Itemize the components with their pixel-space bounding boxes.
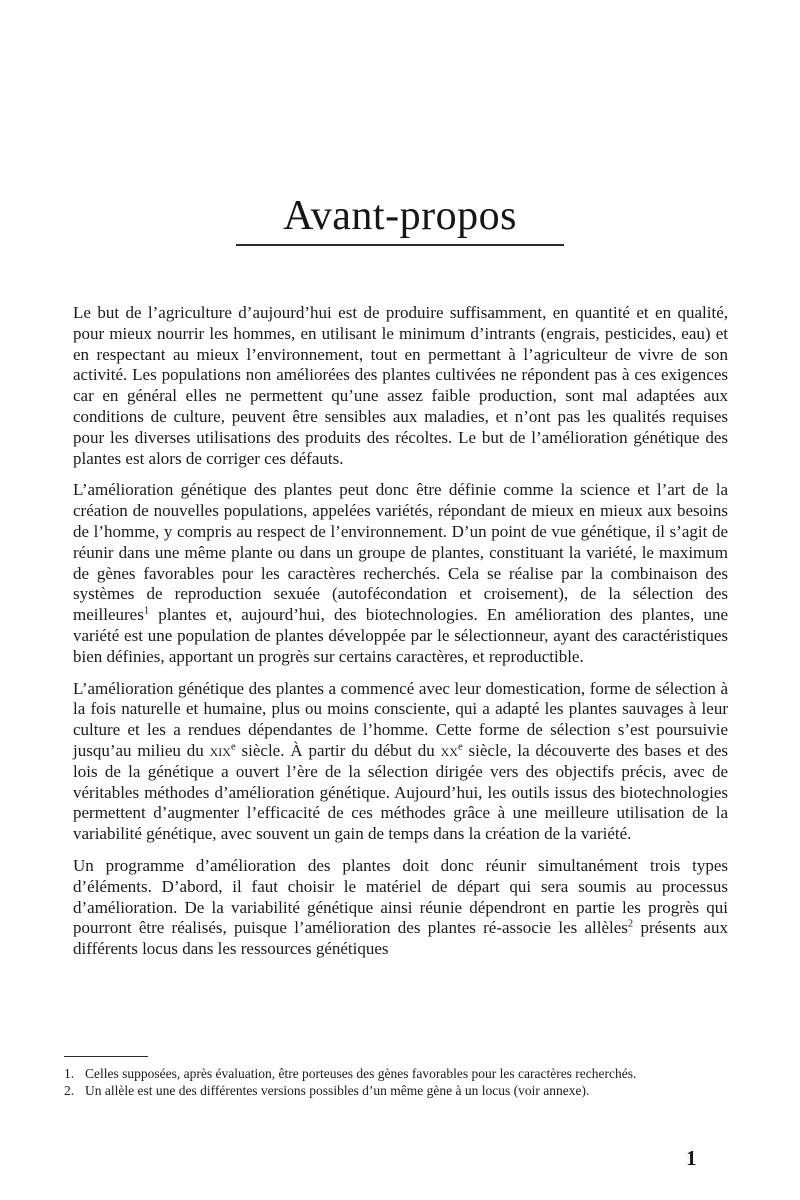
text-segment: Un programme d’amélioration des plantes doit donc réunir simultanément trois types d’éléments. D’abord, il faut choisir le matériel de départ qui sera soumis au processus d’amélioration. De la variabilité génétique ainsi réunie dépendront en partie les progrès qui pourront être réalisés, puisque l’amélioration des plantes ré-associe les allèles xyxy=(73,855,728,938)
footnote-number: 2. xyxy=(64,1083,75,1098)
footnote-text: Un allèle est une des différentes versions possibles d’un même gène à un locus (voir annexe). xyxy=(85,1083,590,1098)
footnote xyxy=(64,1065,736,1082)
text-segment: xx xyxy=(440,740,458,760)
footnote-number: 1. xyxy=(64,1066,75,1081)
superscript-reference: 2 xyxy=(627,918,634,930)
text-segment: plantes et, aujourd’hui, des biotechnologies. En amélioration des plantes, une variété est une population de plantes développée par le sélectionneur, ayant des caractéristiques bien définies, apportant un progrès sur certains caractères, et reproductible. xyxy=(73,605,728,666)
text-segment: siècle, la découverte des bases et des lois de la génétique a ouvert l’ère de la sélection dirigée vers des objectifs précis, avec de véritables méthodes d’amélioration génétique. Aujourd’hui, les outils issus des biotechnologies permettent d’augmenter l’efficacité de ces méthodes grâce à une meilleure utilisation de la variabilité génétique, avec souvent un gain de temps dans la création de la variété. xyxy=(73,740,728,844)
text-segment: siècle. À partir du début du xyxy=(235,740,441,760)
paragraph xyxy=(73,480,728,667)
footnotes-section xyxy=(64,1056,736,1099)
paragraph xyxy=(73,679,728,845)
superscript-reference: e xyxy=(230,741,236,753)
superscript-reference: e xyxy=(457,741,463,753)
text-segment: L’amélioration génétique des plantes peut donc être définie comme la science et l’art de la création de nouvelles populations, appelées variétés, répondant de mieux en mieux aux besoins de l’homme, y compris au respect de l’environnement. D’un point de vue génétique, il s’agit de réunir dans une même plante ou dans un groupe de plantes, constituant la variété, le maximum de gènes favorables pour les caractères recherchés. Cela se réalise par la combinaison des systèmes de reproduction sexuée (autofécondation et croisement), de la sélection des meilleures xyxy=(73,480,728,625)
paragraph xyxy=(73,303,728,469)
footnotes-list xyxy=(64,1065,736,1099)
title-block xyxy=(0,193,800,246)
footnote xyxy=(64,1082,736,1099)
title-underline xyxy=(236,244,564,246)
text-segment: présents aux différents locus dans les ressources génétiques xyxy=(73,918,728,959)
body-text xyxy=(73,303,728,971)
superscript-reference: 1 xyxy=(143,605,150,617)
paragraph xyxy=(73,856,728,960)
chapter-title: Avant-propos xyxy=(283,193,517,239)
page-number: 1 xyxy=(686,1146,697,1170)
footnote-text: Celles supposées, après évaluation, être porteuses des gènes favorables pour les caractères recherchés. xyxy=(85,1066,637,1081)
text-segment: xix xyxy=(209,740,231,760)
text-segment: L’amélioration génétique des plantes a commencé avec leur domestication, forme de sélection à la fois naturelle et humaine, plus ou moins consciente, qui a adapté les plantes sauvages à leur culture et les a rendues dépendantes de l’homme. Cette forme de sélection s’est poursuivie jusqu’au milieu du xyxy=(73,678,728,760)
text-segment: Le but de l’agriculture d’aujourd’hui est de produire suffisamment, en quantité et en qualité, pour mieux nourrir les hommes, en utilisant le minimum d’intrants (engrais, pesticides, eau) et en respectant au mieux l’environnement, tout en permettant à l’agriculteur de vivre de son activité. Les populations non améliorées des plantes cultivées ne répondent pas à ces exigences car en général elles ne permettent qu’une assez faible production, sont mal adaptées aux conditions de culture, peuvent être sensibles aux maladies, et n’ont pas les qualités requises pour les diverses utilisations des produits des récoltes. Le but de l’amélioration génétique des plantes est alors de corriger ces défauts. xyxy=(73,303,728,468)
footnote-separator-rule xyxy=(64,1056,148,1057)
